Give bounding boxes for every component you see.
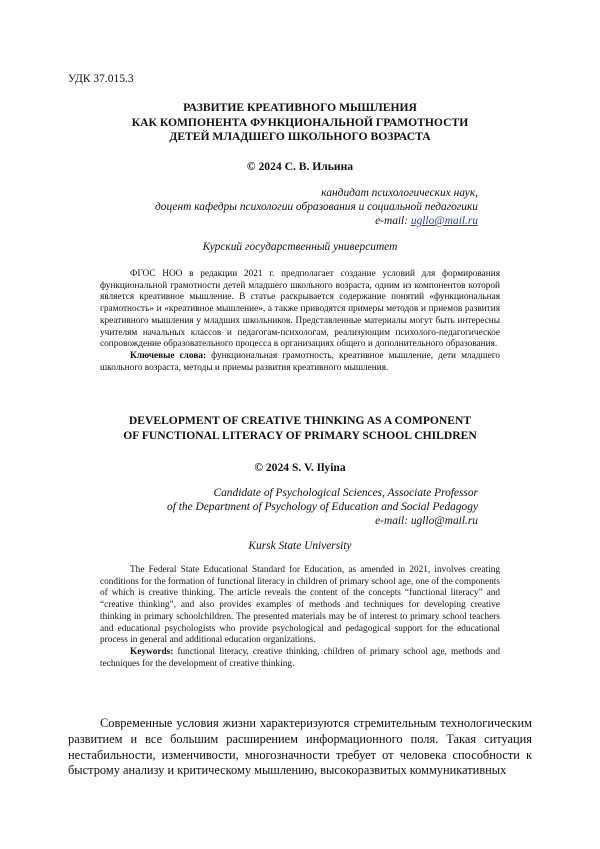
title-ru-line: ДЕТЕЙ МЛАДШЕГО ШКОЛЬНОГО ВОЗРАСТА bbox=[169, 130, 431, 143]
abstract-en bbox=[100, 565, 500, 670]
author-ru: © 2024 С. В. Ильина bbox=[246, 160, 354, 173]
keywords-en-label: Keywords: bbox=[130, 646, 174, 657]
title-ru-line: РАЗВИТИЕ КРЕАТИВНОГО МЫШЛЕНИЯ bbox=[183, 101, 417, 114]
keywords-en-text: functional literacy, creative thinking, children of primary school age, methods and techniques for the development of creative thinking. bbox=[100, 646, 500, 669]
affiliation-ru-line: доцент кафедры психологии образования и социальной педагогики bbox=[154, 201, 478, 213]
university-ru: Курский государственный университет bbox=[202, 241, 398, 253]
body-paragraph: Современные условия жизни характеризуются стремительным технологическим развитием и все большим расширением информационного поля. Такая ситуация нестабильности, изменчивости, многозначности требует от человека способности к быстрому анализу и критическому мышлению, высокоразвитых коммуникативных bbox=[68, 716, 532, 778]
title-ru bbox=[60, 101, 540, 145]
keywords-ru-text: функциональная грамотность, креативное мышление, дети младшего школьного возраста, методы и приемы развития креативного мышления. bbox=[100, 350, 500, 373]
university-en: Kursk State University bbox=[248, 540, 352, 552]
email-ru-link[interactable]: ugllo@mail.ru bbox=[410, 215, 478, 227]
email-ru-prefix: e-mail: bbox=[375, 215, 411, 227]
email-ru-line bbox=[58, 214, 478, 228]
title-en-line: OF FUNCTIONAL LITERACY OF PRIMARY SCHOOL CHILDREN bbox=[123, 428, 477, 442]
title-en bbox=[60, 414, 540, 443]
affiliation-ru-line: кандидат психологических наук, bbox=[321, 187, 478, 199]
title-ru-line: КАК КОМПОНЕНТА ФУНКЦИОНАЛЬНОЙ ГРАМОТНОСТИ bbox=[131, 115, 469, 129]
affiliation-en-line: of the Department of Psychology of Education and Social Pedagogy bbox=[167, 501, 478, 513]
affiliation-en bbox=[58, 486, 478, 528]
affiliation-en-line: Candidate of Psychological Sciences, Associate Professor bbox=[213, 487, 478, 499]
keywords-ru bbox=[100, 351, 500, 374]
keywords-ru-label: Ключевые слова: bbox=[130, 350, 207, 361]
body-text bbox=[68, 716, 532, 779]
author-en: © 2024 S. V. Ilyina bbox=[254, 461, 346, 474]
abstract-en-text: The Federal State Educational Standard for Education, as amended in 2021, involves creating conditions for the formation of functional literacy in children of primary school age, one of the components of which is creative thinking. The article reveals the content of the concepts “functional literacy” and “creative thinking”, and also provides examples of methods and techniques for developing creative thinking in primary schoolchildren. The presented materials may be of interest to primary school teachers and educational psychologists who provide psychological and pedagogical support for the educational process in general and additional education organizations. bbox=[100, 565, 500, 646]
affiliation-ru bbox=[58, 186, 478, 228]
title-en-line: DEVELOPMENT OF CREATIVE THINKING AS A COMPONENT bbox=[128, 414, 472, 427]
email-en-line: e-mail: ugllo@mail.ru bbox=[375, 515, 478, 527]
abstract-ru-text: ФГОС НОО в редакции 2021 г. предполагает создание условий для формирования функциональной грамотности детей младшего школьного возраста, одним из компонентов которой является креативное мышление. В статье раскрывается содержание понятий «функциональная грамотность» и «креативное мышление», а также приводятся примеры методов и приемов развития креативного мышления у младших школьников. Представленные материалы могут быть интересны учителям начальных классов и педагогам-психологам, реализующим психолого-педагогическое сопровождение образовательного процесса в организациях общего и дополнительного образования. bbox=[100, 269, 500, 350]
udk-code: УДК 37.015.3 bbox=[68, 73, 134, 85]
abstract-ru bbox=[100, 269, 500, 374]
keywords-en bbox=[100, 647, 500, 670]
